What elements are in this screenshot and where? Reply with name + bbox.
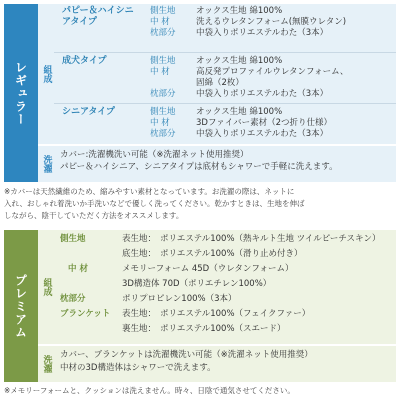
- regular-title: レギュラー: [4, 4, 38, 182]
- row-key: 中 材: [150, 67, 170, 77]
- row-value: メモリーフォーム 45D（ウレタンフォーム）: [122, 264, 294, 274]
- row-value: 中袋入りポリエステルわた（3本）: [196, 28, 329, 38]
- row-value: オックス生地 綿100%: [196, 6, 283, 16]
- row-key: 側生地: [150, 56, 176, 66]
- wash-line: カバー:洗濯機洗い可能（※洗濯ネット使用推奨）: [60, 150, 249, 160]
- premium-wash: [54, 350, 396, 380]
- row-key: 枕部分: [150, 28, 176, 38]
- row-value: ポリエステル100%（熱キルト生地 ツイルピーチスキン）: [160, 234, 381, 244]
- group-label: 側生地: [60, 234, 86, 244]
- row-key: 表生地：: [122, 234, 157, 244]
- row-value: 3Dファイバー素材（2つ折り仕様）: [196, 118, 333, 128]
- note-line: 入れ、おしゃれ着洗いか手洗いなどで優しく洗ってください。乾かすときは、生地を伸ば: [4, 199, 305, 208]
- regular-section: [4, 4, 396, 182]
- row-key: 裏生地：: [122, 324, 157, 334]
- regular-group-senior: [54, 107, 396, 143]
- regular-composition-label: 組成: [41, 65, 52, 83]
- regular-wash-label: 洗濯: [41, 155, 52, 173]
- row-value: オックス生地 綿100%: [196, 107, 283, 117]
- wash-line: 中材の3D構造体はシャワーで洗えます。: [60, 363, 216, 373]
- row-key: 枕部分: [150, 129, 176, 139]
- row-key: 中 材: [150, 118, 170, 128]
- note-line: しながら、陰干していただく方法をオススメします。: [4, 211, 184, 220]
- row-key: 中 材: [150, 17, 170, 27]
- regular-note: [4, 186, 396, 222]
- row-value: 固綿（2枚）: [196, 78, 244, 88]
- regular-group-puppy: [54, 6, 396, 50]
- premium-wash-label: 洗濯: [41, 355, 52, 373]
- premium-title: プレミアム: [4, 230, 38, 382]
- row-value: 中袋入りポリエステルわた（3本）: [196, 129, 329, 139]
- premium-composition-label: 組成: [41, 278, 52, 296]
- note-line: ※カバーは天然繊維のため、縮みやすい素材となっています。お洗濯の際は、ネットに: [4, 187, 295, 196]
- premium-section: [4, 230, 396, 382]
- row-value: 3D構造体 70D（ポリエチレン100%）: [122, 279, 272, 289]
- premium-composition: [54, 234, 396, 342]
- regular-group-adult: [54, 56, 396, 102]
- group-name: シニアタイプ: [62, 107, 115, 117]
- group-name: 成犬タイプ: [62, 56, 107, 66]
- row-value: 中袋入りポリエステルわた（3本）: [196, 89, 329, 99]
- row-value: ポリエステル100%（滑り止め付き）: [160, 249, 303, 259]
- row-value: ポリエステル100%（スエード）: [160, 324, 286, 334]
- wash-line: カバー、ブランケットは洗濯機洗い可能（※洗濯ネット使用推奨）: [60, 350, 313, 360]
- regular-wash: [54, 150, 396, 180]
- group-label: ブランケット: [60, 309, 111, 319]
- divider: [54, 103, 396, 104]
- row-value: ポリプロピレン100%（3本）: [122, 294, 237, 304]
- row-value: オックス生地 綿100%: [196, 56, 283, 66]
- wash-line: パピー＆ハイシニア、シニアタイプは底材もシャワーで手軽に洗えます。: [60, 162, 338, 172]
- divider: [54, 52, 396, 53]
- group-label: 中 材: [68, 264, 88, 274]
- row-key: 側生地: [150, 107, 176, 117]
- group-name: パピー＆ハイシニアタイプ: [62, 6, 134, 27]
- row-value: ポリエステル100%（フェイクファー）: [160, 309, 311, 319]
- row-key: 表生地：: [122, 309, 157, 319]
- row-value: 高反発プロファイルウレタンフォーム、: [196, 67, 349, 77]
- premium-note: ※メモリーフォームと、クッションは洗えません。時々、日陰で通気させてください。: [4, 386, 295, 395]
- row-key: 底生地：: [122, 249, 157, 259]
- group-label: 枕部分: [60, 294, 86, 304]
- row-key: 枕部分: [150, 89, 176, 99]
- row-value: 洗えるウレタンフォーム(無膜ウレタン): [196, 17, 347, 27]
- row-key: 側生地: [150, 6, 176, 16]
